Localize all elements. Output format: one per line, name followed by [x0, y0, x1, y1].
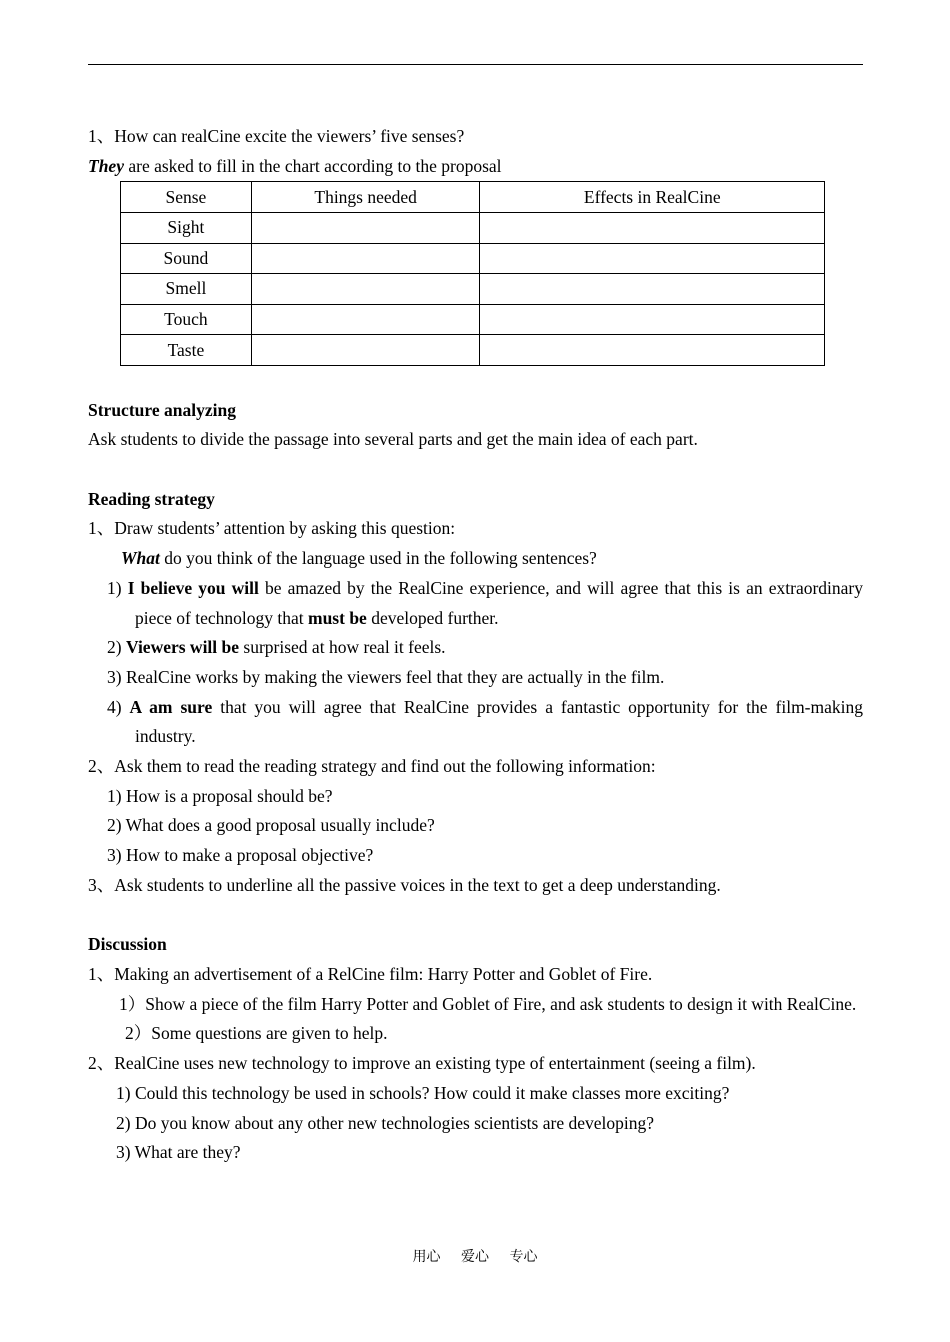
discussion-heading: Discussion	[88, 934, 167, 955]
sense-cell: Sound	[121, 243, 252, 274]
effects-cell[interactable]	[480, 243, 825, 274]
effects-cell[interactable]	[480, 274, 825, 305]
sentence-4-bold: A am sure	[129, 696, 213, 717]
header-effects: Effects in RealCine	[480, 182, 825, 213]
header-things-needed: Things needed	[251, 182, 480, 213]
sentence-number: 4)	[107, 696, 130, 717]
sense-cell: Taste	[121, 335, 252, 366]
discussion-question-3: 3) What are they?	[116, 1142, 241, 1163]
reading-item-2: 2、Ask them to read the reading strategy and find out the following information:	[88, 756, 656, 777]
what-question	[88, 544, 863, 574]
what-text: do you think of the language used in the following sentences?	[159, 548, 597, 569]
sense-cell: Smell	[121, 274, 252, 305]
discussion-sub-1: 1）Show a piece of the film Harry Potter and Goblet of Fire, and ask students to design it with RealCine.	[119, 993, 857, 1014]
instruction-line	[88, 152, 863, 182]
sentence-number: 1)	[107, 577, 128, 598]
structure-heading: Structure analyzing	[88, 399, 236, 420]
sentence-3: 3) RealCine works by making the viewers feel that they are actually in the film.	[107, 666, 665, 687]
they-emphasis: They	[88, 155, 124, 176]
reading-item-1: 1、Draw students’ attention by asking this question:	[88, 518, 456, 539]
info-question-1: 1) How is a proposal should be?	[107, 785, 333, 806]
discussion-question-1: 1) Could this technology be used in schools? How could it make classes more exciting?	[116, 1082, 730, 1103]
sentence-1-bold: I believe you will	[127, 577, 259, 598]
sentence-1-text: be amazed by the RealCine experience, and will agree that this is an extraordinary piece of technology that	[135, 577, 863, 628]
question-1	[88, 122, 863, 152]
things-needed-cell[interactable]	[251, 243, 480, 274]
discussion-question-2: 2) Do you know about any other new technologies scientists are developing?	[116, 1112, 654, 1133]
things-needed-cell[interactable]	[251, 274, 480, 305]
things-needed-cell[interactable]	[251, 213, 480, 244]
sentence-2-text: surprised at how real it feels.	[239, 637, 446, 658]
info-question-3: 3) How to make a proposal objective?	[107, 845, 374, 866]
table-row	[121, 243, 825, 274]
reading-item-3: 3、Ask students to underline all the passive voices in the text to get a deep understanding.	[88, 874, 721, 895]
header-sense: Sense	[121, 182, 252, 213]
sentence-4	[88, 693, 863, 752]
structure-text: Ask students to divide the passage into several parts and get the main idea of each part.	[88, 429, 698, 450]
footer-word: 专心	[509, 1249, 538, 1265]
footer-word: 爱心	[461, 1249, 489, 1265]
sentence-1	[88, 574, 863, 633]
table-row	[121, 274, 825, 305]
table-row	[121, 335, 825, 366]
effects-cell[interactable]	[480, 335, 825, 366]
things-needed-cell[interactable]	[251, 304, 480, 335]
table-row	[121, 213, 825, 244]
question-text: How can realCine excite the viewers’ five senses?	[114, 126, 465, 146]
sentence-1-bold-2: must be	[308, 607, 367, 628]
sentence-1-text-end: developed further.	[366, 607, 499, 628]
instruction-text: are asked to fill in the chart according to the proposal	[123, 155, 502, 176]
reading-heading: Reading strategy	[88, 488, 215, 509]
what-emphasis: What	[121, 548, 160, 569]
footer-word: 用心	[412, 1249, 441, 1265]
question-number: 1、	[88, 126, 115, 146]
header-rule	[88, 64, 863, 65]
sentence-2-bold: Viewers will be	[125, 637, 240, 658]
sense-cell: Touch	[121, 304, 252, 335]
discussion-item-1: 1、Making an advertisement of a RelCine film: Harry Potter and Goblet of Fire.	[88, 963, 653, 984]
discussion-item-2: 2、RealCine uses new technology to improve an existing type of entertainment (seeing a film).	[88, 1053, 756, 1074]
things-needed-cell[interactable]	[251, 335, 480, 366]
effects-cell[interactable]	[480, 304, 825, 335]
info-question-2: 2) What does a good proposal usually include?	[107, 815, 435, 836]
table-header-row	[121, 182, 825, 213]
senses-chart	[120, 181, 825, 366]
sentence-2	[88, 633, 863, 663]
table-row	[121, 304, 825, 335]
document-body	[88, 122, 863, 1168]
sentence-4-text: that you will agree that RealCine provides a fantastic opportunity for the film-making industry.	[135, 696, 864, 747]
discussion-sub-2: 2）Some questions are given to help.	[125, 1023, 388, 1044]
sense-cell: Sight	[121, 213, 252, 244]
page-footer	[0, 1246, 950, 1266]
effects-cell[interactable]	[480, 213, 825, 244]
sentence-number: 2)	[107, 637, 126, 658]
